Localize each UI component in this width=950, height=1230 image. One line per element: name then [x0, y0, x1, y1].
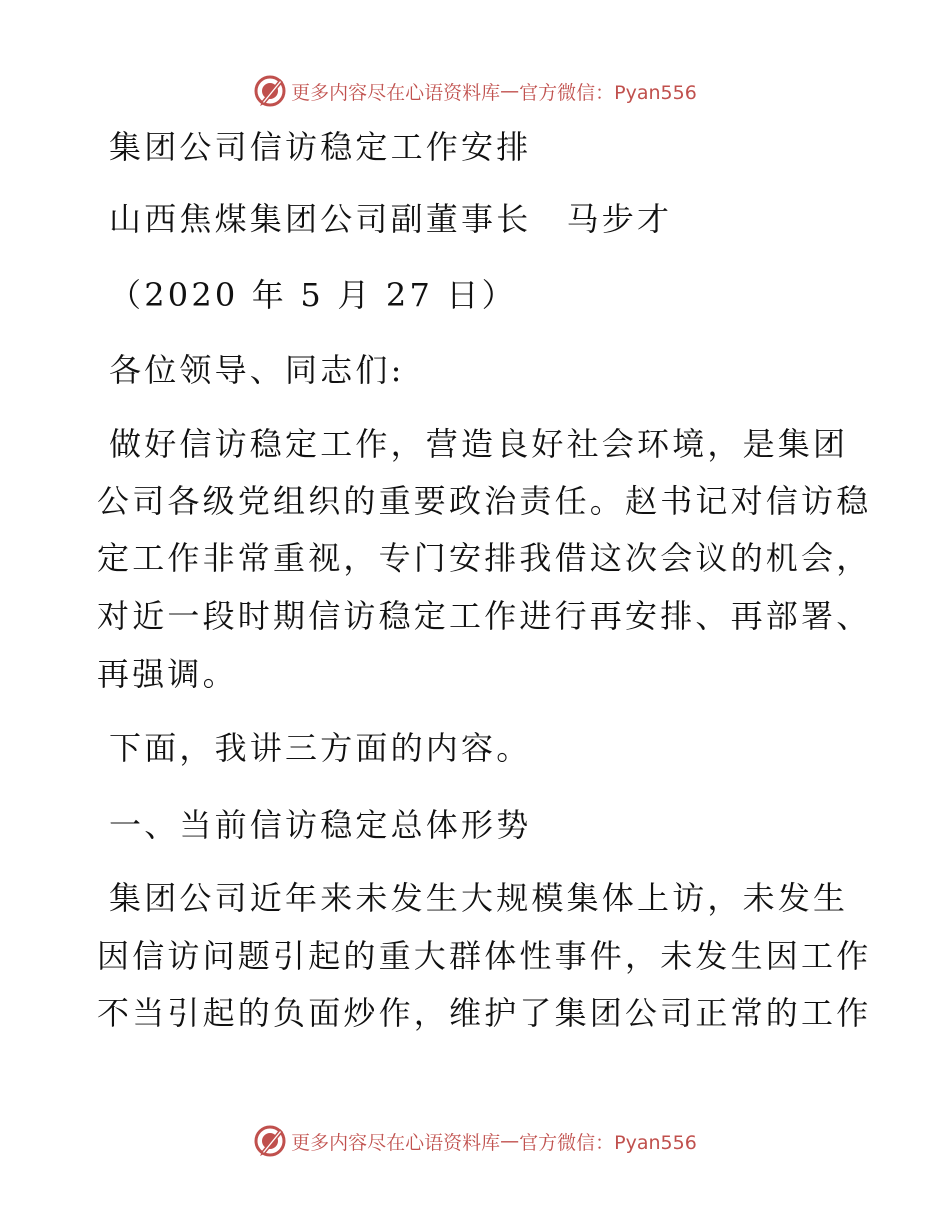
banner-wechat-text: 官方微信：Pyan556 — [519, 1131, 697, 1154]
banner-promo-text: 更多内容尽在心语资料库 — [291, 1131, 501, 1154]
paragraph-3-line-3: 不当引起的负面炒作，维护了集团公司正常的工作 — [97, 994, 872, 1032]
section-1-heading: 一、当前信访稳定总体形势 — [109, 806, 532, 844]
banner-dash: — — [500, 80, 520, 102]
document-date: （2020 年 5 月 27 日） — [109, 276, 517, 314]
paragraph-1-line-2: 公司各级党组织的重要政治责任。赵书记对信访稳 — [97, 482, 872, 520]
author-line: 山西焦煤集团公司副董事长 马步才 — [109, 200, 673, 238]
paragraph-3-line-1: 集团公司近年来未发生大规模集体上访，未发生 — [109, 879, 849, 917]
pen-logo-icon — [253, 1124, 287, 1158]
paragraph-1-line-4: 对近一段时期信访稳定工作进行再安排、再部署、 — [97, 597, 872, 635]
banner-wechat-text: 官方微信：Pyan556 — [519, 81, 697, 104]
paragraph-1-line-3: 定工作非常重视，专门安排我借这次会议的机会， — [97, 539, 872, 577]
paragraph-3-line-2: 因信访问题引起的重大群体性事件，未发生因工作 — [97, 937, 872, 975]
header-banner — [0, 71, 950, 111]
pen-logo-icon — [253, 74, 287, 108]
document-title: 集团公司信访稳定工作安排 — [109, 128, 532, 166]
banner-promo-text: 更多内容尽在心语资料库 — [291, 81, 501, 104]
paragraph-2: 下面，我讲三方面的内容。 — [109, 729, 532, 767]
salutation: 各位领导、同志们: — [109, 351, 405, 389]
footer-banner — [0, 1121, 950, 1161]
paragraph-1-line-5: 再强调。 — [97, 655, 238, 693]
paragraph-1-line-1: 做好信访稳定工作，营造良好社会环境，是集团 — [109, 425, 849, 463]
banner-dash: — — [500, 1130, 520, 1152]
